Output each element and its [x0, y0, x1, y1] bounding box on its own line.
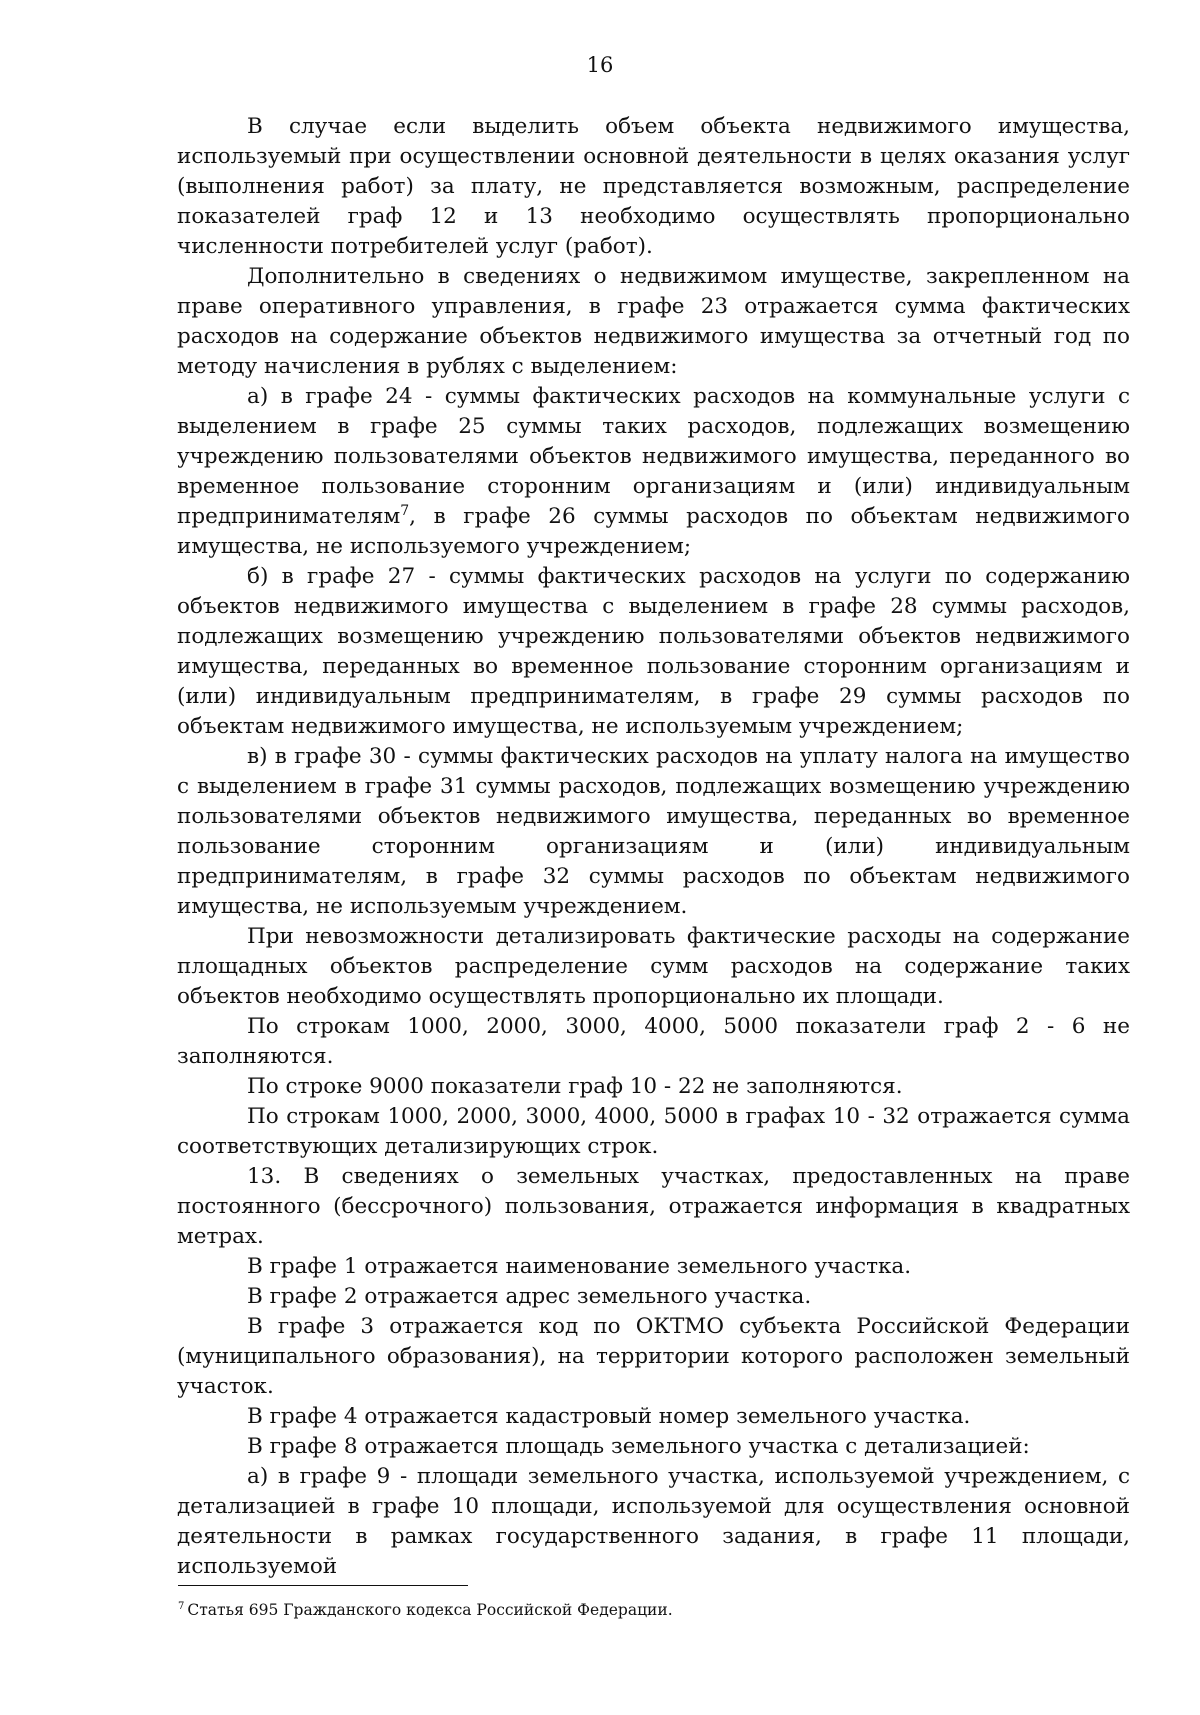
paragraph: По строкам 1000, 2000, 3000, 4000, 5000 показатели граф 2 - 6 не заполняются. [177, 1014, 1130, 1069]
footnote-text: Статья 695 Гражданского кодекса Российской Федерации. [187, 1601, 673, 1619]
paragraph: б) в графе 27 - суммы фактических расходов на услуги по содержанию объектов недвижимого имущества с выделением в графе 28 суммы расходов, подлежащих возмещению учреждению пользователями объектов недвижимого имущества, переданных во временное пользование сторонним организациям и (или) индивидуальным предпринимателям, в графе 29 суммы расходов по объектам недвижимого имущества, не используемым учреждением; [177, 564, 1130, 739]
paragraph-text: , в графе 26 суммы расходов по объектам недвижимого имущества, не используемого учреждением; [177, 504, 1130, 559]
page-number: 16 [586, 53, 614, 77]
paragraph: По строкам 1000, 2000, 3000, 4000, 5000 в графах 10 - 32 отражается сумма соответствующих детализирующих строк. [177, 1104, 1130, 1159]
body-text [177, 112, 1130, 1582]
footnote-mark: 7 [178, 1600, 185, 1612]
paragraph: а) в графе 9 - площади земельного участка, используемой учреждением, с детализацией в графе 10 площади, используемой для осуществления основной деятельности в рамках государственного задания, в графе 11 площади, используемой [177, 1464, 1130, 1579]
paragraph: В графе 3 отражается код по ОКТМО субъекта Российской Федерации (муниципального образования), на территории которого расположен земельный участок. [177, 1314, 1130, 1399]
paragraph: В графе 4 отражается кадастровый номер земельного участка. [247, 1404, 971, 1429]
paragraph-text: а) в графе 24 - суммы фактических расходов на коммунальные услуги с выделением в графе 25 суммы таких расходов, подлежащих возмещению учреждению пользователями объектов недвижимого имущества, переданного во временное пользование сторонним организациям и (или) индивидуальным предпринимателям [177, 384, 1130, 529]
paragraph [177, 382, 1130, 562]
footnote-divider [178, 1585, 468, 1586]
paragraph: Дополнительно в сведениях о недвижимом имуществе, закрепленном на праве оперативного управления, в графе 23 отражается сумма фактических расходов на содержание объектов недвижимого имущества за отчетный год по методу начисления в рублях с выделением: [177, 264, 1130, 379]
paragraph: В графе 2 отражается адрес земельного участка. [247, 1284, 812, 1309]
paragraph: 13. В сведениях о земельных участках, предоставленных на праве постоянного (бессрочного) пользования, отражается информация в квадратных метрах. [177, 1164, 1130, 1249]
paragraph: В случае если выделить объем объекта недвижимого имущества, используемый при осуществлении основной деятельности в целях оказания услуг (выполнения работ) за плату, не представляется возможным, распределение показателей граф 12 и 13 необходимо осуществлять пропорционально численности потребителей услуг (работ). [177, 114, 1130, 259]
paragraph: При невозможности детализировать фактические расходы на содержание площадных объектов распределение сумм расходов на содержание таких объектов необходимо осуществлять пропорционально их площади. [177, 924, 1130, 1009]
paragraph: По строке 9000 показатели граф 10 - 22 не заполняются. [247, 1074, 903, 1099]
paragraph: В графе 8 отражается площадь земельного участка с детализацией: [247, 1434, 1030, 1459]
paragraph: в) в графе 30 - суммы фактических расходов на уплату налога на имущество с выделением в графе 31 суммы расходов, подлежащих возмещению учреждению пользователями объектов недвижимого имущества, переданных во временное пользование сторонним организациям и (или) индивидуальным предпринимателям, в графе 32 суммы расходов по объектам недвижимого имущества, не используемым учреждением. [177, 744, 1130, 919]
paragraph: В графе 1 отражается наименование земельного участка. [247, 1254, 912, 1279]
footnote [178, 1600, 1128, 1620]
footnote-reference: 7 [400, 502, 410, 519]
